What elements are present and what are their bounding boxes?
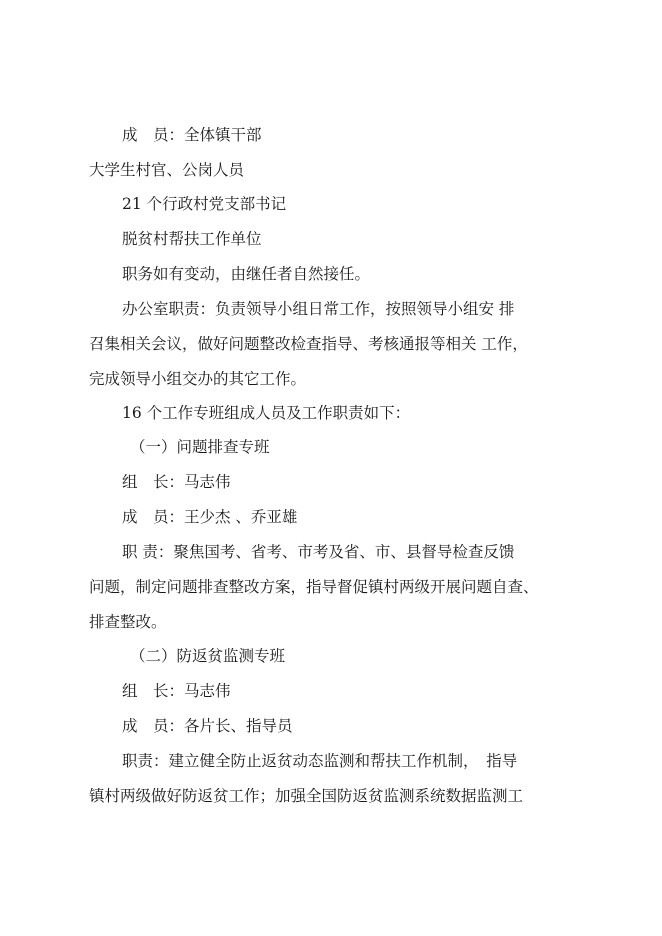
duty-line: 镇村两级做好防返贫工作；加强全国防返贫监测系统数据监测工	[89, 787, 524, 805]
duty-line: 职 责：聚焦国考、省考、市考及省、市、县督导检查反馈	[122, 543, 515, 561]
paragraph-line: 完成领导小组交办的其它工作。	[89, 370, 307, 388]
section-heading: （一）问题排查专班	[130, 438, 270, 456]
paragraph-line: 办公室职责：负责领导小组日常工作，按照领导小组安 排	[122, 300, 515, 318]
member-line: 成 员：各片长、指导员	[122, 717, 293, 735]
paragraph-line: 职务如有变动，由继任者自然接任。	[122, 265, 371, 283]
duty-line: 排查整改。	[89, 613, 167, 631]
member-line: 成 员：全体镇干部	[122, 126, 262, 144]
member-line: 脱贫村帮扶工作单位	[122, 230, 262, 248]
member-line: 大学生村官、公岗人员	[89, 161, 245, 179]
section-heading: （二）防返贫监测专班	[130, 647, 286, 665]
paragraph-line: 16 个工作专班组成人员及工作职责如下：	[122, 404, 411, 422]
duty-line: 问题，制定问题排查整改方案，指导督促镇村两级开展问题自查、	[89, 578, 539, 596]
paragraph-line: 召集相关会议，做好问题整改检查指导、考核通报等相关 工作，	[89, 335, 528, 353]
leader-line: 组 长：马志伟	[122, 682, 231, 700]
member-line: 成 员：王少杰 、乔亚雄	[122, 508, 298, 526]
member-line: 21 个行政村党支部书记	[122, 195, 287, 213]
duty-line: 职责：建立健全防止返贫动态监测和帮扶工作机制， 指导	[122, 752, 518, 770]
leader-line: 组 长：马志伟	[122, 473, 231, 491]
